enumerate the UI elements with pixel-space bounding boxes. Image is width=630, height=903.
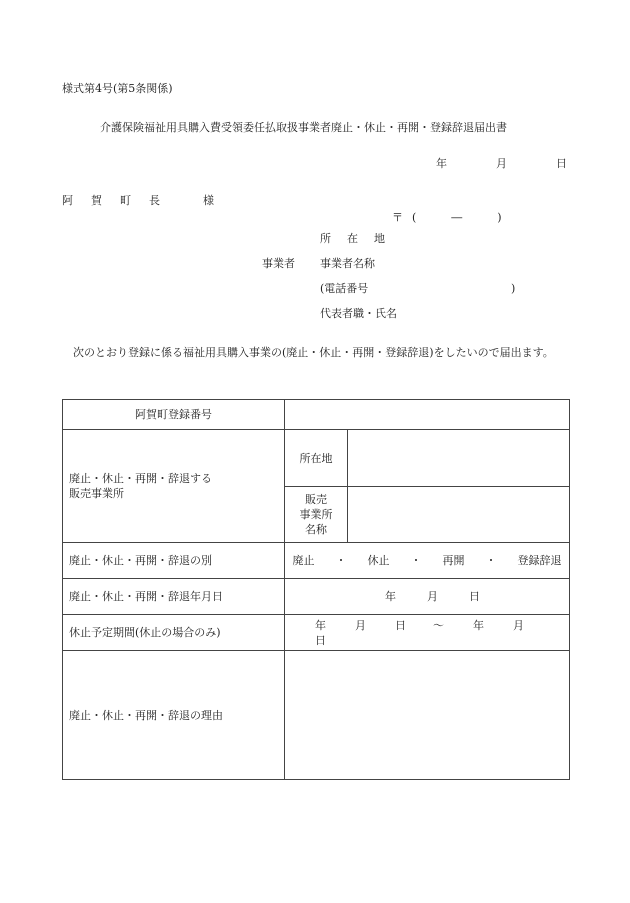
applicant-section-label: 事業者 [262,257,295,270]
addressee-char: 賀 [91,194,102,207]
postal-dash: ― [451,211,463,224]
office-address-label: 所在地 [285,430,348,487]
representative-label: 代表者職・氏名 [320,307,397,320]
notification-text: 次のとおり登録に係る福祉用具購入事業の(廃止・休止・再開・登録辞退)をしたいので届出ます。 [73,346,554,359]
office-name-label-line: 名称 [305,523,327,536]
office-name-label-line: 事業所 [299,508,333,521]
form-number: 様式第4号(第5条関係) [62,82,173,95]
type-label: 廃止・休止・再開・辞退の別 [63,543,285,579]
type-separator: ・ [335,554,347,567]
period-end-month: 月 [513,618,524,632]
phone-open: (電話番号 [320,282,369,295]
postal-code-field [392,211,502,225]
reason-value[interactable] [285,651,570,780]
table-row [63,543,570,579]
office-label: 廃止・休止・再開・辞退する販売事業所 [63,430,285,543]
office-name-label-line: 販売 [305,493,327,506]
address-label-char: 地 [374,232,385,245]
reason-label: 廃止・休止・再開・辞退の理由 [63,651,285,780]
type-options [285,543,570,579]
table-row [63,430,570,487]
document-title: 介護保険福祉用具購入費受領委任払取扱事業者廃止・休止・再開・登録辞退届出書 [100,121,507,134]
table-row [63,579,570,615]
address-label-char: 在 [347,232,358,245]
date-day-label: 日 [556,157,567,170]
notification-table [62,399,570,780]
date-row-label: 廃止・休止・再開・辞退年月日 [63,579,285,615]
type-option-abolish[interactable]: 廃止 [292,554,315,567]
period-tilde: ～ [433,618,444,632]
table-row [63,400,570,430]
date-year-label: 年 [436,157,447,170]
type-separator: ・ [485,554,497,567]
period-value[interactable] [285,615,570,651]
addressee-char: 阿 [62,194,73,207]
type-separator: ・ [410,554,422,567]
addressee-char: 町 [120,194,131,207]
period-end-day: 日 [315,633,326,647]
type-option-withdraw[interactable]: 登録辞退 [517,554,562,567]
notification-body [62,343,572,363]
business-name-label: 事業者名称 [320,257,375,270]
table-row [63,615,570,651]
type-option-suspend[interactable]: 休止 [367,554,390,567]
type-option-resume[interactable]: 再開 [442,554,465,567]
period-label: 休止予定期間(休止の場合のみ) [63,615,285,651]
address-label [320,232,385,246]
period-start-day: 日 [395,618,406,632]
office-address-value[interactable] [348,430,570,487]
address-label-char: 所 [320,232,331,245]
office-name-label [285,487,348,543]
postal-open: ( [412,211,417,224]
period-start-year: 年 [315,618,326,632]
period-start-month: 月 [355,618,366,632]
addressee-char: 長 [149,194,160,207]
date-row-value[interactable] [285,579,570,615]
postal-close: ) [497,211,502,224]
addressee-honorific: 様 [203,194,214,207]
date-unit-year: 年 [385,590,396,603]
date-unit-day: 日 [469,590,480,603]
date-month-label: 月 [496,157,507,170]
postal-mark: 〒 [392,211,403,224]
phone-close: ) [511,282,516,295]
registration-number-value[interactable] [285,400,570,430]
period-end-year: 年 [473,618,484,632]
office-name-value[interactable] [348,487,570,543]
addressee [62,194,214,208]
table-row [63,651,570,780]
date-unit-month: 月 [427,590,438,603]
registration-number-label: 阿賀町登録番号 [63,400,285,430]
